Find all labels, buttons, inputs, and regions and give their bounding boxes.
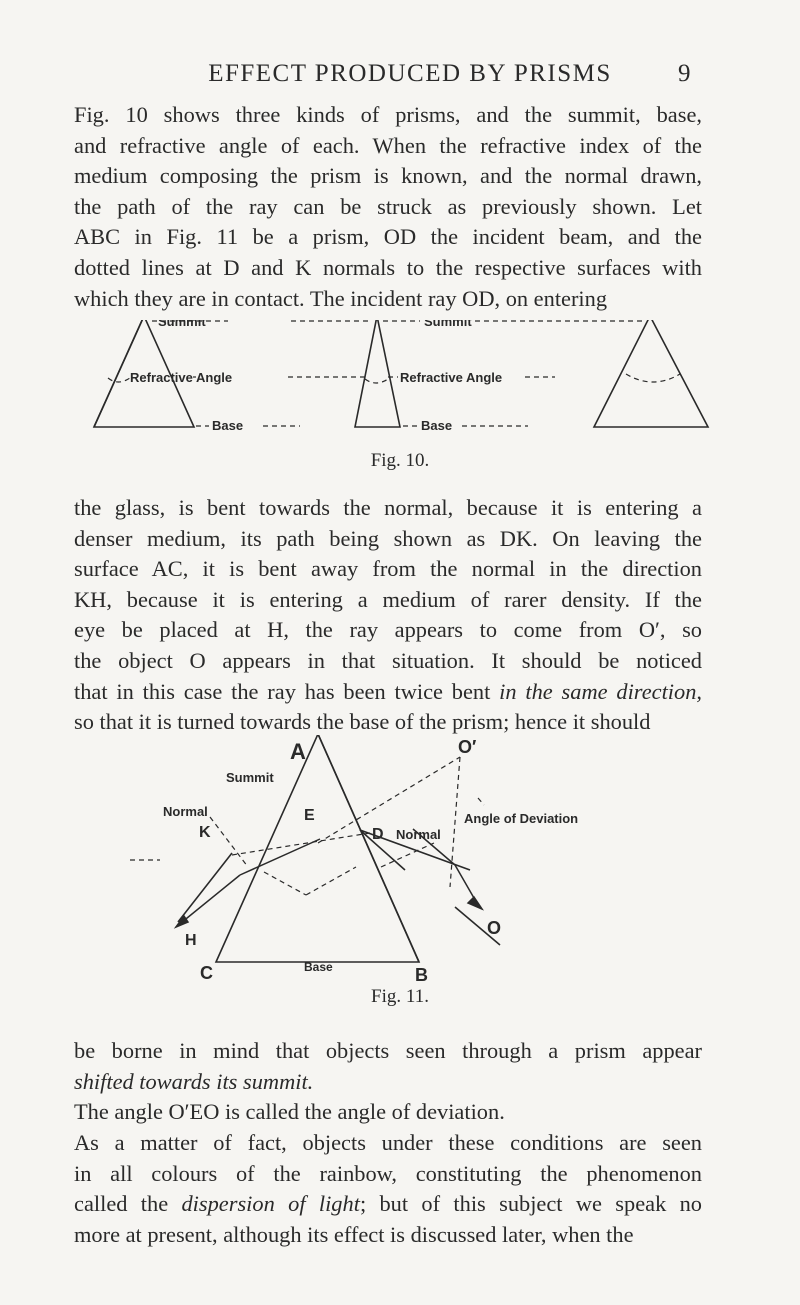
fig10-summit-label-left: Summit <box>158 320 206 329</box>
text-line: eye be placed at H, the ray appears to come from O′, so <box>74 617 702 643</box>
paragraph-1 <box>74 100 702 314</box>
figure-10-drawing <box>0 320 800 440</box>
fig10-summit-label-right: Summit <box>424 320 472 329</box>
vertex-b-label: B <box>415 965 428 985</box>
vertex-a-label: A <box>290 739 306 764</box>
italic-phrase: shifted towards its summit. <box>74 1068 314 1094</box>
fig10-base-label-left: Base <box>212 418 244 433</box>
vertex-c-label: C <box>200 963 213 983</box>
object-o-label: O <box>487 918 502 938</box>
point-d-label: D <box>372 826 384 843</box>
figure-10-caption: Fig. 10. <box>370 450 430 471</box>
text-line: The angle O′EO is called the angle of deviation. <box>74 1099 505 1124</box>
text-line-with-italic <box>74 677 702 708</box>
fig10-refractive-angle-label-left: Refractive Angle <box>130 370 233 385</box>
figure-10 <box>0 320 800 440</box>
text-line: in all colours of the rainbow, constituting the phenomenon <box>74 1160 702 1186</box>
text-run: that in this case the ray has been twice bent <box>74 678 491 704</box>
paragraph-4 <box>74 1097 702 1128</box>
text-line: ABC in Fig. 11 be a prism, OD the incident beam, and the <box>74 224 702 250</box>
text-line: the object O appears in that situation. It should be noticed <box>74 647 702 673</box>
base-label: Base <box>304 960 333 974</box>
point-e-label: E <box>304 807 315 824</box>
text-line: As a matter of fact, objects under these conditions are seen <box>74 1130 702 1155</box>
text-line: be borne in mind that objects seen through a prism appear <box>74 1038 702 1063</box>
paragraph-2 <box>74 493 702 738</box>
text-line: more at present, although its effect is discussed later, when the <box>74 1221 634 1247</box>
text-line: the path of the ray can be struck as previously shown. Let <box>74 193 702 219</box>
text-line: Fig. 10 shows three kinds of prisms, and the summit, base, <box>74 102 702 127</box>
italic-phrase: dispersion of light <box>181 1191 360 1217</box>
summit-label: Summit <box>226 770 274 785</box>
point-k-label: K <box>199 824 211 841</box>
text-line: so that it is turned towards the base of the prism; hence it should <box>74 709 651 735</box>
text-line: which they are in contact. The incident ray OD, on entering <box>74 285 608 311</box>
text-run: called the <box>74 1191 169 1217</box>
point-h-label: H <box>185 932 197 949</box>
text-line: and refractive angle of each. When the refractive index of the <box>74 132 702 158</box>
text-line-with-italic <box>74 1189 702 1220</box>
text-line-italic <box>74 1067 702 1098</box>
fig10-base-label-right: Base <box>421 418 453 433</box>
object-o-prime-label: O′ <box>458 737 477 757</box>
text-line: medium composing the prism is known, and the normal drawn, <box>74 163 702 189</box>
running-header <box>130 60 690 88</box>
paragraph-3 <box>74 1036 702 1097</box>
text-line: the glass, is bent towards the normal, because it is entering a <box>74 495 702 520</box>
figure-11 <box>0 735 800 985</box>
normal-right-label: Normal <box>396 827 441 842</box>
text-line: KH, because it is entering a medium of rarer density. If the <box>74 586 702 612</box>
page-number: 9 <box>678 60 692 87</box>
italic-phrase: in the same direction, <box>499 678 703 704</box>
figure-11-caption: Fig. 11. <box>371 986 429 1007</box>
header-title: EFFECT PRODUCED BY PRISMS <box>208 60 612 87</box>
text-line: dotted lines at D and K normals to the respective surfaces with <box>74 254 702 280</box>
figure-11-drawing <box>0 735 800 985</box>
text-line: denser medium, its path being shown as DK. On leaving the <box>74 525 702 551</box>
paragraph-5 <box>74 1128 702 1250</box>
normal-left-label: Normal <box>163 804 208 819</box>
angle-of-deviation-label: Angle of Deviation <box>464 811 579 826</box>
text-run: ; but of this subject we speak no <box>359 1191 703 1217</box>
fig10-refractive-angle-label-right: Refractive Angle <box>400 370 503 385</box>
text-line: surface AC, it is bent away from the normal in the direction <box>74 556 702 582</box>
